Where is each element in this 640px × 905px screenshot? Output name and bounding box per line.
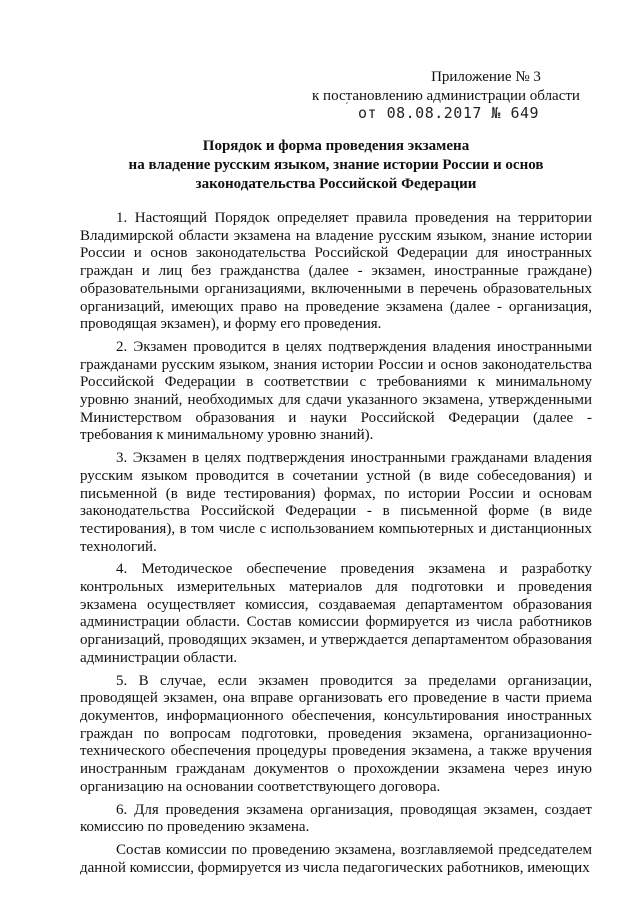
paragraph-2: 2. Экзамен проводится в целях подтверждения владения иностранными гражданами русским языком, знания истории России и основ законодательства Российской Федерации в соответствии с требованиями к минимальному уровню знаний, необходимых для сдачи указанного экзамена, утвержденными Министерством образования и науки Российской Федерации (далее - требования к минимальному уровню знаний). [80,338,592,444]
paragraph-5: 5. В случае, если экзамен проводится за пределами организации, проводящей экзамен, она вправе организовать его проведение в части приема документов, информационного обеспечения, консультирования иностранных граждан по вопросам подготовки, проведения экзамена, организационно-технического обеспечения процедуры проведения экзамена, а также вручения иностранным гражданам документов о прохождении экзамена через иную организацию на основании соответствующего договора. [80,672,592,795]
appendix-number: Приложение № 3 [431,69,541,85]
title-line-3: законодательства Российской Федерации [195,176,477,192]
stamp-text: от 08.08.2017 № 649 [358,104,540,122]
paragraph-6: 6. Для проведения экзамена организация, проводящая экзамен, создает комиссию по проведению экзамена. [80,801,592,836]
date-number-stamp [344,102,540,122]
paragraph-7: Состав комиссии по проведению экзамена, возглавляемой председателем данной комиссии, формируется из числа педагогических работников, имеющих [80,841,592,876]
document-body [80,210,592,882]
title-line-1: Порядок и форма проведения экзамена [202,138,470,154]
document-title [80,137,592,194]
appendix-header [312,68,580,106]
paragraph-4: 4. Методическое обеспечение проведения экзамена и разработку контрольных измерительных материалов для подготовки и проведения экзамена осуществляет комиссия, создаваемая департаментом образования администрации области. Состав комиссии формируется из числа работников организаций, проводящих экзамен, и утверждается департаментом образования администрации области. [80,561,592,666]
paragraph-3: 3. Экзамен в целях подтверждения иностранными гражданами владения русским языком проводится в сочетании устной (в виде собеседования) и письменной (в виде тестирования) формах, по истории России и основам законодательства Российской Федерации - в письменной форме (в виде тестирования), в том числе с использованием компьютерных и дистанционных технологий. [80,450,592,555]
appendix-reference: к постановлению администрации области [312,88,580,104]
title-line-2: на владение русским языком, знание истории России и основ [128,157,544,173]
stamp-mark: ˊ [344,102,351,113]
paragraph-1: 1. Настоящий Порядок определяет правила проведения на территории Владимирской области экзамена на владение русским языком, знание истории России и основ законодательства Российской Федерации для иностранных граждан и лиц без гражданства (далее - экзамен, иностранные граждане) образовательными организациями, включенными в перечень образовательных организаций, имеющих право на проведение экзамена (далее - организация, проводящая экзамен), и форму его проведения. [80,210,592,333]
